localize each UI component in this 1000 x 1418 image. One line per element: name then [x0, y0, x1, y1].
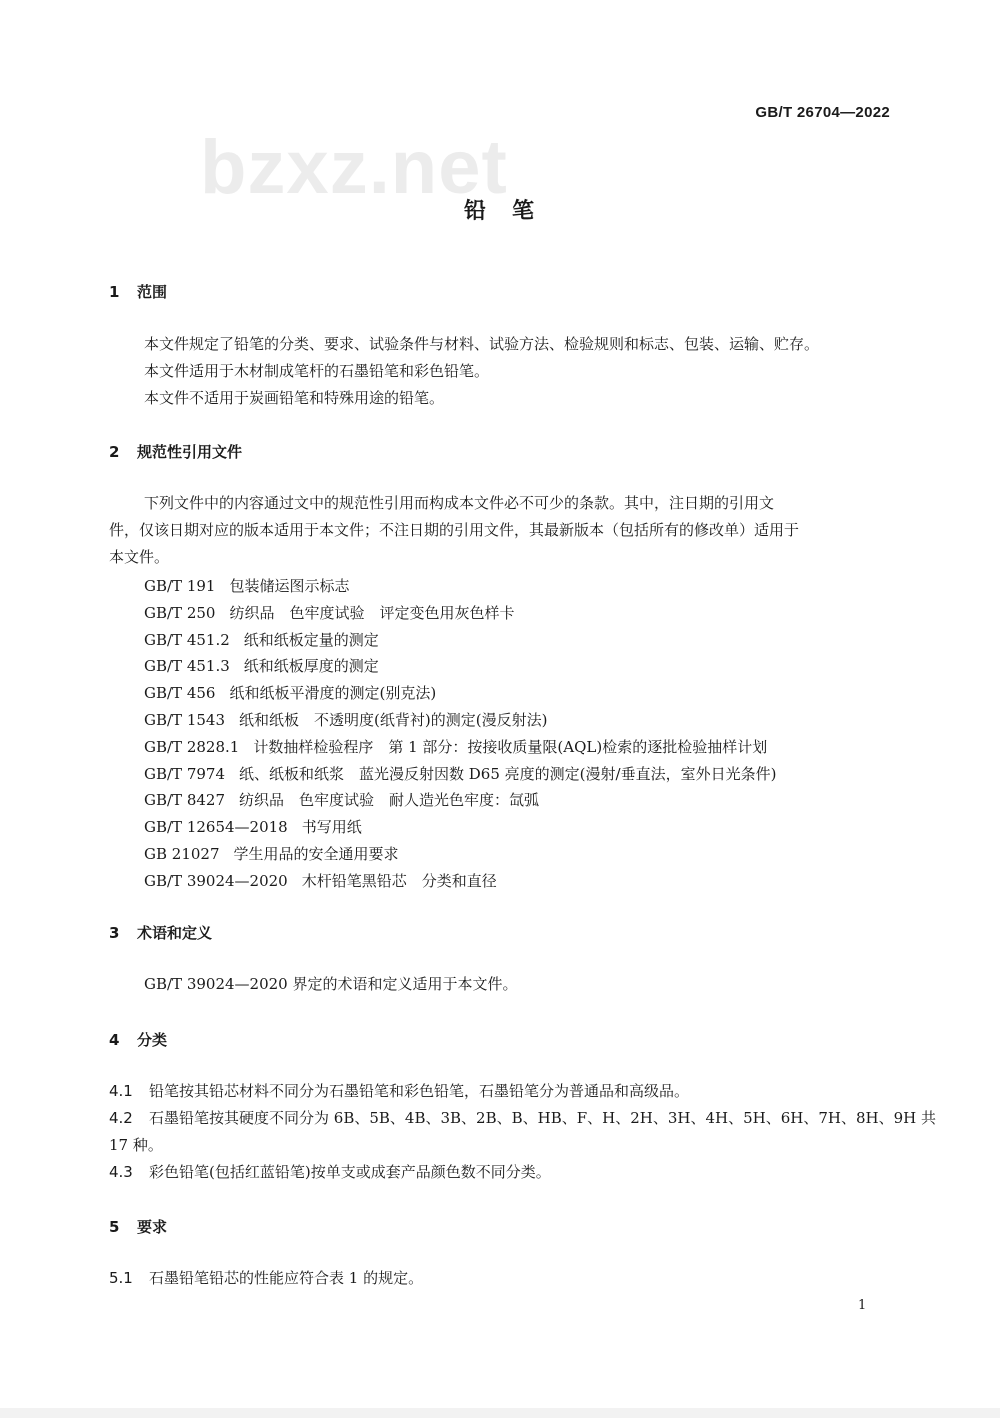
clause-text: 石墨铅笔按其硬度不同分为 6B、5B、4B、3B、2B、B、HB、F、H、2H、3H、4H、5H、6H、7H、8H、9H 共	[149, 1109, 936, 1127]
section-title: 范围	[137, 283, 168, 301]
clause-4-2	[109, 1105, 936, 1159]
paragraph-line: 本文件不适用于炭画铅笔和特殊用途的铅笔。	[144, 389, 445, 407]
clause-4-1	[109, 1078, 891, 1105]
section-number: 5	[109, 1218, 120, 1236]
reference-title: 木杆铅笔黑铅芯 分类和直径	[301, 871, 497, 890]
clause-text: 石墨铅笔铅芯的性能应符合表 1 的规定。	[149, 1269, 424, 1287]
reference-title: 纸和纸板厚度的测定	[243, 657, 379, 676]
section-1-body	[109, 331, 891, 412]
section-3-body	[109, 971, 891, 998]
reference-code: GB/T 191	[144, 577, 216, 595]
reference-code: GB/T 250	[144, 603, 216, 622]
reference-item	[144, 814, 776, 841]
section-title: 要求	[137, 1218, 168, 1236]
reference-title: 纸和纸板定量的测定	[243, 630, 379, 649]
clause-continuation: 17 种。	[109, 1136, 163, 1154]
paragraph-line: 件，仅该日期对应的版本适用于本文件；不注日期的引用文件，其最新版本（包括所有的修改单）适用于	[109, 521, 800, 539]
reference-title: 计数抽样检验程序 第 1 部分：按接收质量限(AQL)检索的逐批检验抽样计划	[253, 737, 768, 756]
reference-code: GB/T 2828.1	[144, 737, 240, 756]
normative-reference-list	[144, 573, 776, 895]
paragraph-line: 本文件适用于木材制成笔杆的石墨铅笔和彩色铅笔。	[144, 362, 490, 380]
paragraph-line: GB/T 39024—2020 界定的术语和定义适用于本文件。	[144, 975, 518, 993]
reference-title: 纺织品 色牢度试验 耐人造光色牢度：氙弧	[239, 791, 540, 810]
paragraph-line: 本文件。	[109, 548, 170, 566]
clause-4-3	[109, 1159, 891, 1186]
reference-code: GB/T 451.2	[144, 630, 230, 649]
section-2-heading	[109, 441, 242, 462]
clause-number: 4.2	[109, 1109, 133, 1127]
section-3-heading	[109, 922, 212, 943]
clause-number: 5.1	[109, 1269, 133, 1287]
reference-item	[144, 573, 776, 600]
reference-code: GB/T 451.3	[144, 657, 230, 676]
section-2-intro	[109, 490, 891, 571]
reference-item	[144, 787, 776, 814]
reference-code: GB/T 456	[144, 684, 216, 703]
reference-item	[144, 841, 776, 868]
document-title: 铅 笔	[463, 199, 536, 224]
reference-item	[144, 868, 776, 895]
reference-code: GB 21027	[144, 844, 220, 863]
reference-code: GB/T 8427	[144, 791, 226, 810]
watermark: bzxz.net	[200, 125, 508, 210]
clause-text: 铅笔按其铅芯材料不同分为石墨铅笔和彩色铅笔，石墨铅笔分为普通品和高级品。	[149, 1082, 690, 1100]
section-4-heading	[109, 1029, 167, 1050]
page-number: 1	[858, 1298, 867, 1313]
reference-title: 学生用品的安全通用要求	[233, 844, 399, 863]
reference-title: 纸和纸板平滑度的测定(别克法)	[229, 684, 437, 703]
clause-5-1	[109, 1265, 891, 1292]
reference-title: 纸、纸板和纸浆 蓝光漫反射因数 D65 亮度的测定(漫射/垂直法，室外日光条件)	[239, 764, 777, 783]
reference-item	[144, 627, 776, 654]
section-number: 4	[109, 1031, 120, 1049]
reference-title: 纸和纸板 不透明度(纸背衬)的测定(漫反射法)	[239, 710, 548, 729]
reference-code: GB/T 1543	[144, 710, 226, 729]
reference-item	[144, 707, 776, 734]
clause-number: 4.3	[109, 1163, 133, 1181]
section-title: 分类	[137, 1031, 168, 1049]
page-bottom-edge	[0, 1408, 1000, 1418]
reference-item	[144, 734, 776, 761]
reference-item	[144, 680, 776, 707]
reference-code: GB/T 39024—2020	[144, 871, 288, 890]
reference-code: GB/T 12654—2018	[144, 818, 288, 837]
reference-item	[144, 653, 776, 680]
paragraph-line: 本文件规定了铅笔的分类、要求、试验条件与材料、试验方法、检验规则和标志、包装、运输、贮存。	[144, 335, 820, 353]
clause-number: 4.1	[109, 1082, 133, 1100]
section-number: 1	[109, 283, 120, 301]
section-title: 规范性引用文件	[137, 443, 243, 461]
section-1-heading	[109, 281, 167, 302]
document-code: GB/T 26704—2022	[755, 104, 890, 121]
reference-title: 纺织品 色牢度试验 评定变色用灰色样卡	[229, 603, 515, 622]
section-5-heading	[109, 1216, 167, 1237]
paragraph-line: 下列文件中的内容通过文中的规范性引用而构成本文件必不可少的条款。其中，注日期的引用文	[144, 494, 775, 512]
reference-code: GB/T 7974	[144, 764, 226, 783]
reference-item	[144, 761, 776, 788]
clause-text: 彩色铅笔(包括红蓝铅笔)按单支或成套产品颜色数不同分类。	[149, 1163, 551, 1181]
section-number: 3	[109, 924, 120, 942]
section-number: 2	[109, 443, 120, 461]
reference-title: 包装储运图示标志	[229, 577, 350, 595]
reference-title: 书写用纸	[301, 818, 362, 837]
reference-item	[144, 600, 776, 627]
section-title: 术语和定义	[137, 924, 213, 942]
